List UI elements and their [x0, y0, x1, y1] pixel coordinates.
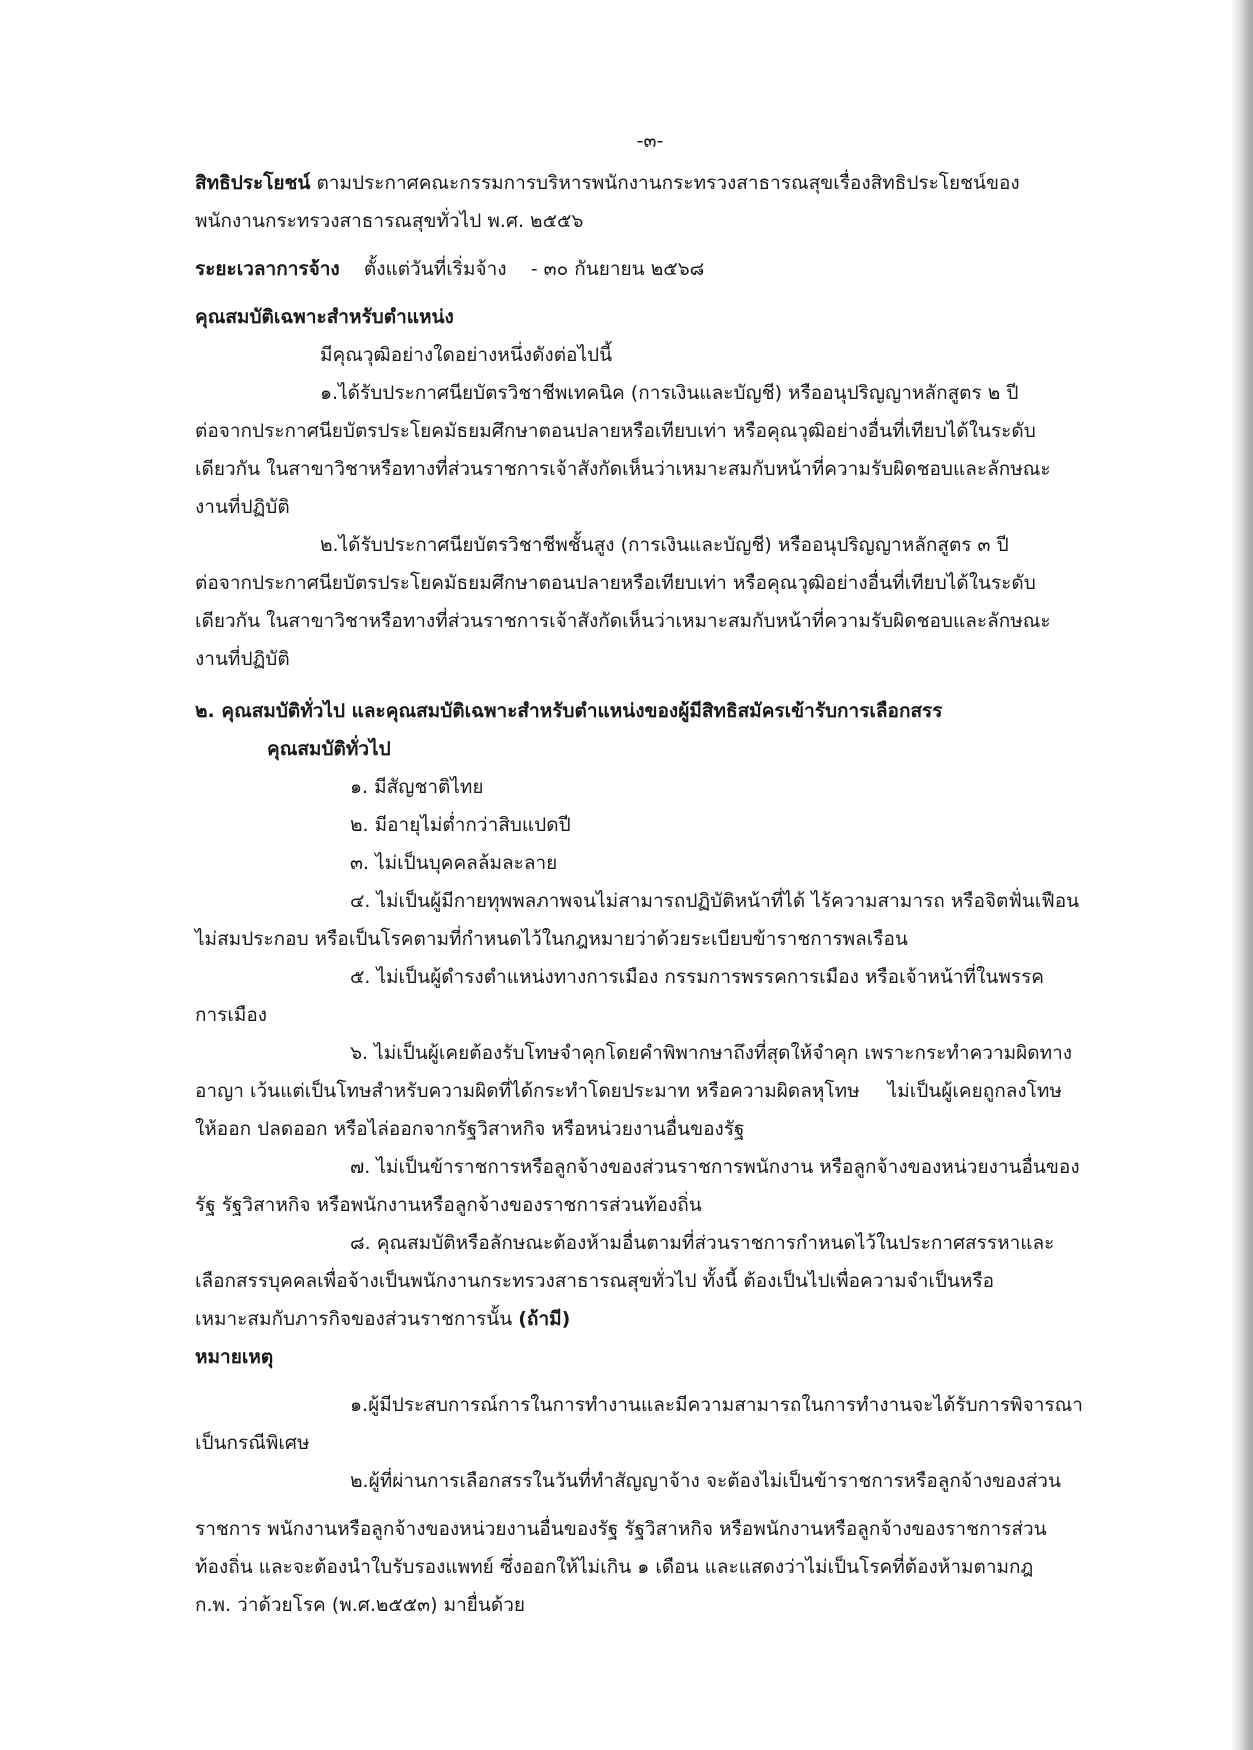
- remark-1-line-1: ๑.ผู้มีประสบการณ์การในการทำงานและมีความสามารถในการทำงานจะได้รับการพิจารณา: [350, 1394, 1083, 1416]
- specific-item-1-line-1: ๑.ได้รับประกาศนียบัตรวิชาชีพเทคนิค (การเงินและบัญชี) หรืออนุปริญญาหลักสูตร ๒ ปี: [320, 382, 1019, 404]
- specific-heading: คุณสมบัติเฉพาะสำหรับตำแหน่ง: [195, 306, 454, 328]
- section-2-subheading: คุณสมบัติทั่วไป: [267, 738, 391, 760]
- scan-edge-shadow: [1231, 0, 1253, 1750]
- section-2-heading: ๒. คุณสมบัติทั่วไป และคุณสมบัติเฉพาะสำหรับตำแหน่งของผู้มีสิทธิสมัครเข้ารับการเลือกสรร: [195, 700, 943, 722]
- qualification-6-line-2: [195, 1072, 1105, 1110]
- qualification-4-line-2: ไม่สมประกอบ หรือเป็นโรคตามที่กำหนดไว้ในกฎหมายว่าด้วยระเบียบข้าราชการพลเรือน: [195, 928, 908, 950]
- benefits-text-1: ตามประกาศคณะกรรมการบริหารพนักงานกระทรวงสาธารณสุขเรื่องสิทธิประโยชน์ของ: [310, 172, 1020, 194]
- qualification-6-line-2a: อาญา เว้นแต่เป็นโทษสำหรับความผิดที่ได้กระทำโดยประมาท หรือความผิดลหุโทษ: [195, 1080, 860, 1102]
- remark-2-line-1: ๒.ผู้ที่ผ่านการเลือกสรรในวันที่ทำสัญญาจ้าง จะต้องไม่เป็นข้าราชการหรือลูกจ้างของส่วน: [350, 1470, 1061, 1492]
- specific-item-1-line-4: งานที่ปฏิบัติ: [195, 496, 290, 518]
- specific-intro: มีคุณวุฒิอย่างใดอย่างหนึ่งดังต่อไปนี้: [320, 344, 613, 366]
- remark-2-line-3: ท้องถิ่น และจะต้องนำใบรับรองแพทย์ ซึ่งออกให้ไม่เกิน ๑ เดือน และแสดงว่าไม่เป็นโรคที่ต้องห้ามตามกฎ: [195, 1556, 1034, 1578]
- qualification-8-line-3a: เหมาะสมกับภารกิจของส่วนราชการนั้น: [195, 1308, 513, 1330]
- specific-item-2-line-4: งานที่ปฏิบัติ: [195, 648, 290, 670]
- remark-2-line-4: ก.พ. ว่าด้วยโรค (พ.ศ.๒๕๕๓) มายื่นด้วย: [195, 1594, 526, 1616]
- qualification-8-note: (ถ้ามี): [518, 1308, 571, 1330]
- specific-item-2-line-1: ๒.ได้รับประกาศนียบัตรวิชาชีพชั้นสูง (การเงินและบัญชี) หรืออนุปริญญาหลักสูตร ๓ ปี: [320, 534, 1009, 556]
- benefits-line-1: [195, 164, 1105, 202]
- period-to: - ๓๐ กันยายน ๒๕๖๘: [530, 258, 705, 280]
- qualification-3: ๓. ไม่เป็นบุคคลล้มละลาย: [350, 852, 558, 874]
- qualification-8-line-1: ๘. คุณสมบัติหรือลักษณะต้องห้ามอื่นตามที่ส่วนราชการกำหนดไว้ในประกาศสรรหาและ: [350, 1232, 1055, 1254]
- document-body: [195, 122, 1105, 1624]
- specific-item-1-line-2: ต่อจากประกาศนียบัตรประโยคมัธยมศึกษาตอนปลายหรือเทียบเท่า หรือคุณวุฒิอย่างอื่นที่เทียบได้ในระดับ: [195, 420, 1036, 442]
- qualification-6-line-2b: ไม่เป็นผู้เคยถูกลงโทษ: [887, 1080, 1062, 1102]
- qualification-1: ๑. มีสัญชาติไทย: [350, 776, 484, 798]
- qualification-8-line-3: [195, 1300, 1105, 1338]
- qualification-7-line-2: รัฐ รัฐวิสาหกิจ หรือพนักงานหรือลูกจ้างของราชการส่วนท้องถิ่น: [195, 1194, 702, 1216]
- remark-1-line-2: เป็นกรณีพิเศษ: [195, 1432, 310, 1454]
- qualification-8-line-2: เลือกสรรบุคคลเพื่อจ้างเป็นพนักงานกระทรวงสาธารณสุขทั่วไป ทั้งนี้ ต้องเป็นไปเพื่อความจำเป็นหรือ: [195, 1270, 995, 1292]
- qualification-6-line-3: ให้ออก ปลดออก หรือไล่ออกจากรัฐวิสาหกิจ หรือหน่วยงานอื่นของรัฐ: [195, 1118, 745, 1140]
- remark-2-line-2: ราชการ พนักงานหรือลูกจ้างของหน่วยงานอื่นของรัฐ รัฐวิสาหกิจ หรือพนักงานหรือลูกจ้างของราชการส่วน: [195, 1518, 1047, 1540]
- qualification-4-line-1: ๔. ไม่เป็นผู้มีกายทุพพลภาพจนไม่สามารถปฏิบัติหน้าที่ได้ ไร้ความสามารถ หรือจิตฟั่นเฟือน: [350, 890, 1080, 912]
- qualification-6-line-1: ๖. ไม่เป็นผู้เคยต้องรับโทษจำคุกโดยคำพิพากษาถึงที่สุดให้จำคุก เพราะกระทำความผิดทาง: [350, 1042, 1073, 1064]
- benefits-label: สิทธิประโยชน์: [195, 172, 311, 194]
- specific-item-2-line-2: ต่อจากประกาศนียบัตรประโยคมัธยมศึกษาตอนปลายหรือเทียบเท่า หรือคุณวุฒิอย่างอื่นที่เทียบได้ในระดับ: [195, 572, 1036, 594]
- benefits-line-2: พนักงานกระทรวงสาธารณสุขทั่วไป พ.ศ. ๒๕๕๖: [195, 210, 584, 232]
- specific-item-2-line-3: เดียวกัน ในสาขาวิชาหรือทางที่ส่วนราชการเจ้าสังกัดเห็นว่าเหมาะสมกับหน้าที่ความรับผิดชอบและลักษณะ: [195, 610, 1051, 632]
- period-from: ตั้งแต่วันที่เริ่มจ้าง: [363, 258, 507, 280]
- qualification-7-line-1: ๗. ไม่เป็นข้าราชการหรือลูกจ้างของส่วนราชการพนักงาน หรือลูกจ้างของหน่วยงานอื่นของ: [350, 1156, 1080, 1178]
- qualification-5-line-1: ๕. ไม่เป็นผู้ดำรงตำแหน่งทางการเมือง กรรมการพรรคการเมือง หรือเจ้าหน้าที่ในพรรค: [350, 966, 1044, 988]
- period-label: ระยะเวลาการจ้าง: [195, 258, 340, 280]
- qualification-2: ๒. มีอายุไม่ต่ำกว่าสิบแปดปี: [350, 814, 571, 836]
- specific-item-1-line-3: เดียวกัน ในสาขาวิชาหรือทางที่ส่วนราชการเจ้าสังกัดเห็นว่าเหมาะสมกับหน้าที่ความรับผิดชอบและลักษณะ: [195, 458, 1051, 480]
- qualification-5-line-2: การเมือง: [195, 1004, 268, 1026]
- period-line: [195, 250, 1105, 288]
- page-number: -๓-: [636, 130, 664, 152]
- remarks-heading: หมายเหตุ: [195, 1346, 274, 1368]
